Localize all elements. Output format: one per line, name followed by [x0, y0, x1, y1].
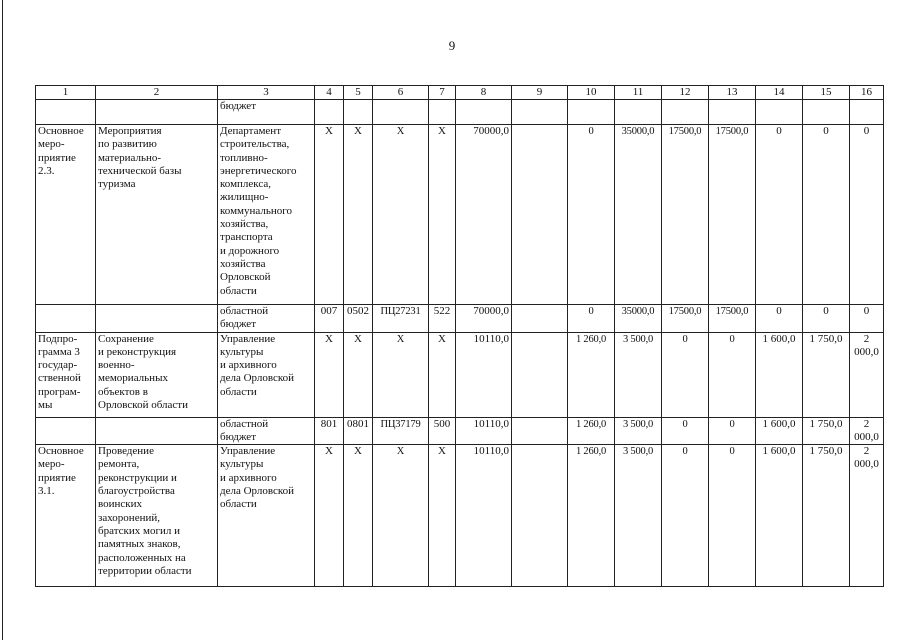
table-cell: 1 600,0 — [756, 332, 803, 417]
table-cell: Х — [344, 445, 373, 587]
table-cell — [36, 100, 96, 125]
table-cell: Сохранение и реконструкция военно- мемориальных объектов в Орловской области — [96, 332, 218, 417]
column-header: 15 — [803, 86, 850, 100]
table-cell — [344, 100, 373, 125]
column-header: 8 — [456, 86, 512, 100]
table-cell: 0 — [756, 305, 803, 333]
table-cell — [803, 100, 850, 125]
table-cell — [36, 305, 96, 333]
table-cell: 0 — [709, 417, 756, 445]
table-cell — [756, 100, 803, 125]
table-cell: 0801 — [344, 417, 373, 445]
table-cell: Управление культуры и архивного дела Орловской области — [218, 445, 315, 587]
table-cell: 17500,0 — [662, 305, 709, 333]
table-cell: 1 750,0 — [803, 332, 850, 417]
column-header: 14 — [756, 86, 803, 100]
table-cell: 0 — [709, 445, 756, 587]
table-body — [36, 100, 884, 587]
table-cell: Х — [315, 332, 344, 417]
table-cell: 500 — [429, 417, 456, 445]
table-cell — [512, 100, 568, 125]
table-cell: Департамент строительства, топливно- энергетического комплекса, жилищно- коммунального хозяйства, транспорта и дорожного хозяйства Орловской области — [218, 125, 315, 305]
table-cell: Х — [429, 445, 456, 587]
table-cell — [96, 305, 218, 333]
table-cell: 801 — [315, 417, 344, 445]
column-header: 9 — [512, 86, 568, 100]
table-cell: 1 260,0 — [568, 445, 615, 587]
table-cell: 1 600,0 — [756, 417, 803, 445]
table-cell — [96, 100, 218, 125]
table-cell — [512, 125, 568, 305]
column-header: 6 — [373, 86, 429, 100]
table-cell: 0 — [662, 332, 709, 417]
table-cell: 3 500,0 — [615, 417, 662, 445]
column-header: 16 — [850, 86, 884, 100]
table-cell: 70000,0 — [456, 125, 512, 305]
column-header: 5 — [344, 86, 373, 100]
table-cell — [456, 100, 512, 125]
table-cell: бюджет — [218, 100, 315, 125]
table-row — [36, 417, 884, 445]
column-header: 2 — [96, 86, 218, 100]
table-cell: областной бюджет — [218, 305, 315, 333]
table-cell: 1 600,0 — [756, 445, 803, 587]
table-row — [36, 100, 884, 125]
table-cell: 1 260,0 — [568, 417, 615, 445]
table-cell: 1 750,0 — [803, 417, 850, 445]
table-cell: Х — [344, 332, 373, 417]
table-cell: Проведение ремонта, реконструкции и благоустройства воинских захоронений, братских могил и памятных знаков, расположенных на территории области — [96, 445, 218, 587]
budget-table — [35, 85, 884, 587]
table-cell: 2 000,0 — [850, 417, 884, 445]
table-cell: Мероприятия по развитию материально- технической базы туризма — [96, 125, 218, 305]
table-cell: Х — [373, 332, 429, 417]
table-cell: 0 — [568, 125, 615, 305]
table-cell: 35000,0 — [615, 305, 662, 333]
table-row — [36, 125, 884, 305]
table-cell: ПЦ27231 — [373, 305, 429, 333]
table-cell: 70000,0 — [456, 305, 512, 333]
table-cell: 0 — [662, 417, 709, 445]
column-header: 3 — [218, 86, 315, 100]
table-cell — [512, 305, 568, 333]
table-cell: 0 — [803, 305, 850, 333]
table-cell — [96, 417, 218, 445]
table-cell: 10110,0 — [456, 332, 512, 417]
table-row — [36, 305, 884, 333]
table-cell: 3 500,0 — [615, 332, 662, 417]
table-cell: 0 — [850, 305, 884, 333]
column-number-row — [36, 86, 884, 100]
table-cell: 007 — [315, 305, 344, 333]
table-cell: Подпро- грамма 3 государ- ственной програм- мы — [36, 332, 96, 417]
table-row — [36, 332, 884, 417]
table-cell: ПЦ37179 — [373, 417, 429, 445]
table-cell: 0 — [709, 332, 756, 417]
page-number: 9 — [448, 38, 456, 53]
table-cell — [850, 100, 884, 125]
table-cell: 10110,0 — [456, 417, 512, 445]
table-cell: Х — [315, 125, 344, 305]
table-cell: Управление культуры и архивного дела Орловской области — [218, 332, 315, 417]
table-cell: 0 — [803, 125, 850, 305]
table-cell: 17500,0 — [662, 125, 709, 305]
table-cell: 3 500,0 — [615, 445, 662, 587]
table-cell — [429, 100, 456, 125]
table-cell: Х — [373, 125, 429, 305]
column-header: 4 — [315, 86, 344, 100]
table-cell: 0 — [756, 125, 803, 305]
table-cell: 0 — [568, 305, 615, 333]
table-cell — [662, 100, 709, 125]
table-cell — [36, 417, 96, 445]
table-cell — [512, 332, 568, 417]
table-cell: 0502 — [344, 305, 373, 333]
table-cell: 1 260,0 — [568, 332, 615, 417]
table-cell: Х — [344, 125, 373, 305]
table-cell: областной бюджет — [218, 417, 315, 445]
column-header: 10 — [568, 86, 615, 100]
table-row — [36, 445, 884, 587]
table-cell: 17500,0 — [709, 305, 756, 333]
table-cell — [373, 100, 429, 125]
table-cell — [315, 100, 344, 125]
table-cell: 10110,0 — [456, 445, 512, 587]
table-cell: Х — [373, 445, 429, 587]
table-cell: Х — [429, 125, 456, 305]
column-header: 11 — [615, 86, 662, 100]
table-cell: 522 — [429, 305, 456, 333]
column-header: 1 — [36, 86, 96, 100]
column-header: 12 — [662, 86, 709, 100]
table-cell: 0 — [850, 125, 884, 305]
table-cell — [512, 417, 568, 445]
table-cell: 35000,0 — [615, 125, 662, 305]
table-cell: 17500,0 — [709, 125, 756, 305]
table-cell: Х — [315, 445, 344, 587]
table-cell: 2 000,0 — [850, 445, 884, 587]
table-cell — [568, 100, 615, 125]
column-header: 13 — [709, 86, 756, 100]
table-cell: Основное меро- приятие 3.1. — [36, 445, 96, 587]
table-cell: 0 — [662, 445, 709, 587]
table-cell: 1 750,0 — [803, 445, 850, 587]
table-cell: Х — [429, 332, 456, 417]
left-margin-line — [2, 0, 3, 640]
column-header: 7 — [429, 86, 456, 100]
table-cell: 2 000,0 — [850, 332, 884, 417]
table-cell — [512, 445, 568, 587]
table-cell — [709, 100, 756, 125]
table-cell: Основное меро- приятие 2.3. — [36, 125, 96, 305]
table-cell — [615, 100, 662, 125]
